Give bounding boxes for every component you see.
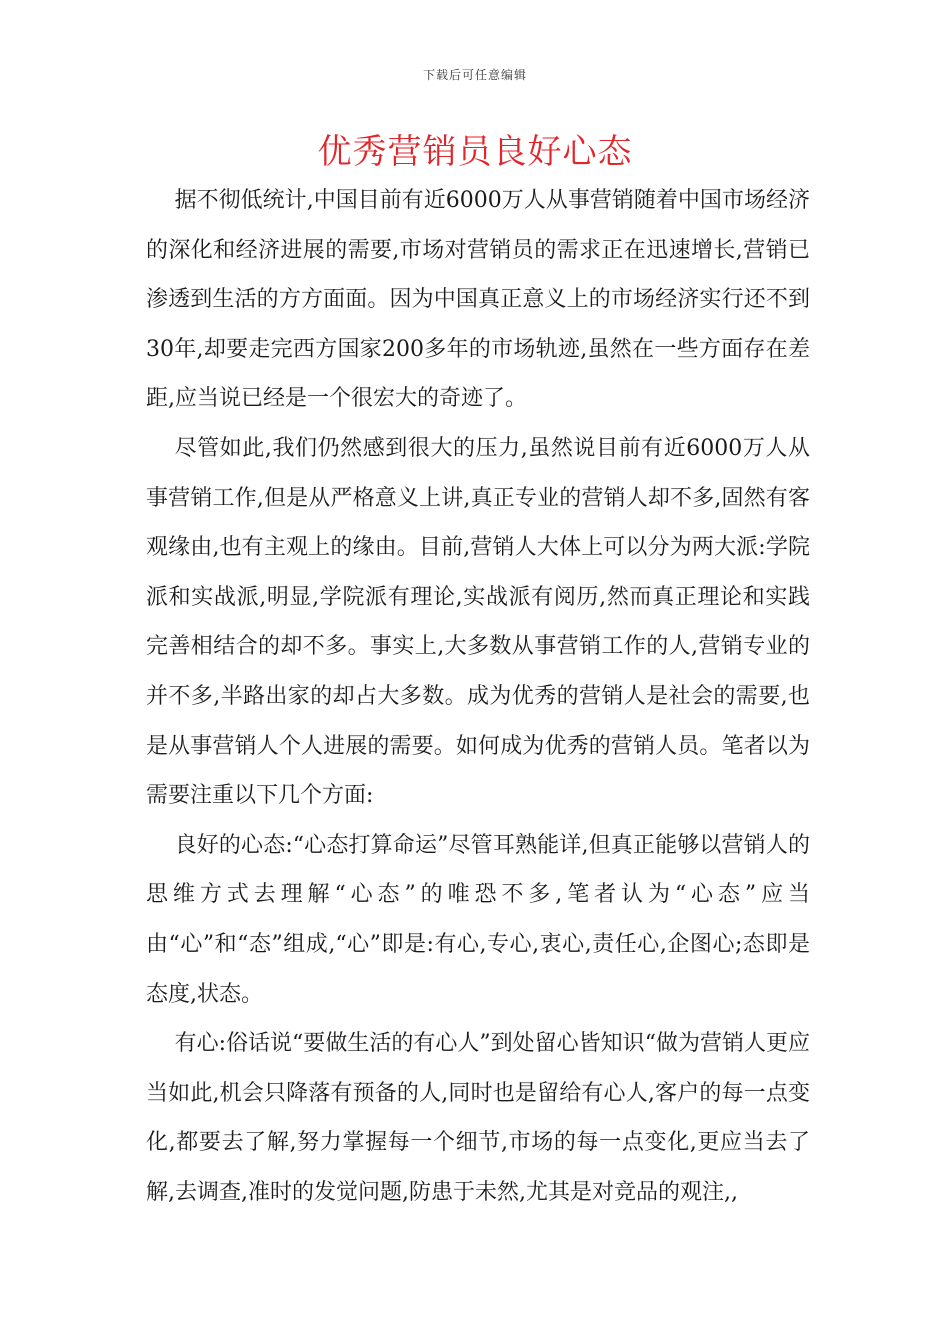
paragraph: 据不彻低统计,中国目前有近6000万人从事营销随着中国市场经济的深化和经济进展的需要,市场对营销员的需求正在迅速增长,营销已渗透到生活的方方面面。因为中国真正意义上的市场经济实行还不到30年,却要走完西方国家200多年的市场轨迹,虽然在一些方面存在差距,应当说已经是一个很宏大的奇迹了。 [146, 188, 810, 412]
paragraph: 良好的心态:“心态打算命运”尽管耳熟能详,但真正能够以营销人的思维方式去理解“心态”的唯恐不多,笔者认为“心态”应当由“心”和“态”组成,“心”即是:有心,专心,衷心,责任心,企图心;态即是态度,状态。 [146, 832, 810, 1007]
document-body [146, 176, 810, 1217]
paragraph: 尽管如此,我们仍然感到很大的压力,虽然说目前有近6000万人从事营销工作,但是从严格意义上讲,真正专业的营销人却不多,固然有客观缘由,也有主观上的缘由。目前,营销人大体上可以分为两大派:学院派和实战派,明显,学院派有理论,实战派有阅历,然而真正理论和实践完善相结合的却不多。事实上,大多数从事营销工作的人,营销专业的并不多,半路出家的却占大多数。成为优秀的营销人是社会的需要,也是从事营销人个人进展的需要。如何成为优秀的营销人员。笔者以为需要注重以下几个方面: [146, 435, 810, 809]
document-title: 优秀营销员良好心态 [317, 132, 633, 172]
header-note: 下载后可任意编辑 [422, 68, 527, 82]
paragraph: 有心:俗话说“要做生活的有心人”到处留心皆知识“做为营销人更应当如此,机会只降落有预备的人,同时也是留给有心人,客户的每一点变化,都要去了解,努力掌握每一个细节,市场的每一点变化,更应当去了解,去调查,准时的发觉问题,防患于未然,尤其是对竞品的观注,, [146, 1031, 810, 1205]
